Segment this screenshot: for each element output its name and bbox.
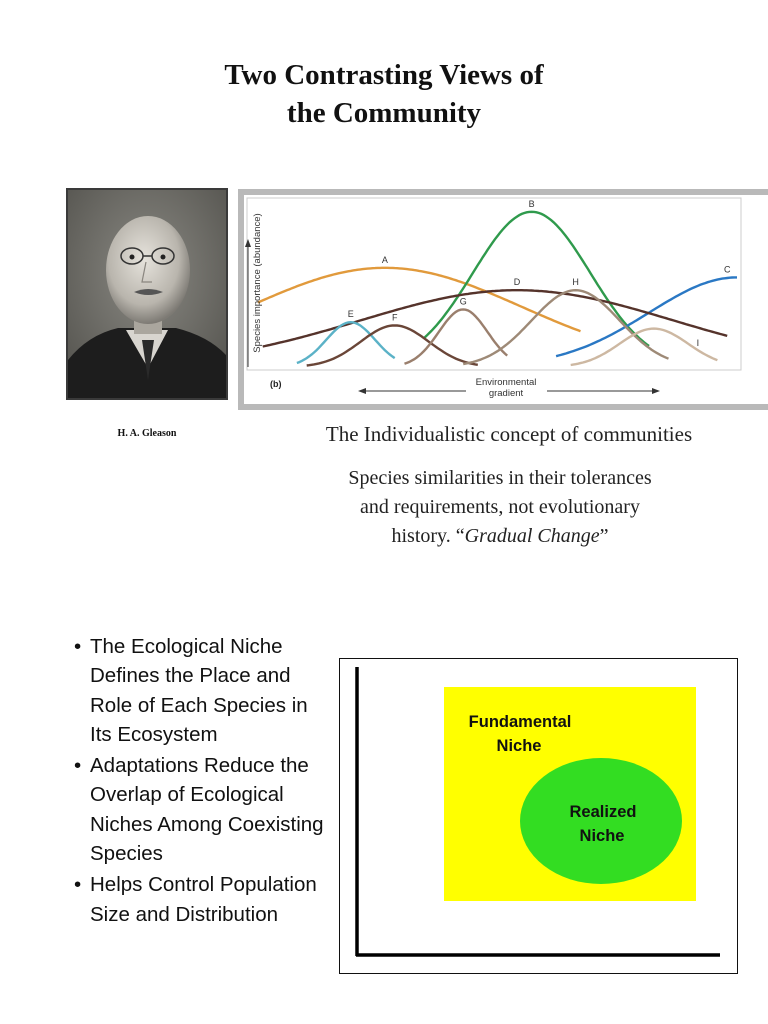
concept-heading: The Individualistic concept of communities: [325, 422, 693, 446]
description-history: history. “: [391, 525, 465, 547]
niche-bullet-list: [72, 632, 324, 931]
description-line-3: [290, 522, 710, 551]
curve-label-b: B: [528, 198, 535, 209]
chart-panel-label: (b): [270, 379, 282, 389]
curve-label-g: G: [459, 296, 467, 307]
niche-diagram: [339, 658, 738, 974]
portrait-illustration: [68, 190, 226, 398]
curve-label-i: I: [696, 338, 700, 348]
list-item: [72, 751, 324, 868]
gradient-chart-svg: [244, 195, 768, 404]
bullet-icon: •: [74, 635, 82, 658]
description-gradual-change: Gradual Change: [464, 525, 600, 547]
bullet-text: The Ecological Niche Defines the Place and Role of Each Species in Its Ecosystem: [90, 635, 308, 746]
curve-label-d: D: [513, 277, 521, 288]
curve-label-h: H: [572, 277, 579, 288]
chart-xlabel: Environmental gradient: [475, 377, 537, 399]
realized-niche-label: Realized Niche: [569, 803, 637, 845]
bullet-icon: •: [74, 754, 82, 778]
bullet-text: Adaptations Reduce the Overlap of Ecological Niches Among Coexisting Species: [90, 754, 324, 866]
title-line-1: Two Contrasting Views of: [224, 59, 544, 91]
bullet-icon: •: [74, 873, 82, 897]
list-item: [72, 632, 324, 749]
chart-ylabel: Species importance (abundance): [252, 213, 263, 353]
curve-label-a: A: [381, 254, 388, 265]
description-quote-end: ”: [599, 525, 609, 547]
curve-label-c: C: [723, 264, 731, 275]
description-line-2: and requirements, not evolutionary: [360, 496, 640, 518]
page-title: [0, 56, 768, 132]
species-gradient-chart: [238, 189, 768, 410]
portrait-caption: H. A. Gleason: [117, 428, 177, 439]
curve-label-e: E: [347, 309, 354, 320]
curve-label-f: F: [391, 312, 398, 323]
niche-diagram-svg: [340, 659, 739, 975]
concept-description: [290, 464, 710, 551]
list-item: [72, 870, 324, 929]
gleason-portrait: [66, 188, 228, 400]
realized-niche-area: [520, 758, 682, 884]
fundamental-niche-label: Fundamental Niche: [468, 713, 572, 755]
description-line-1: Species similarities in their tolerances: [348, 467, 652, 489]
bullet-text: Helps Control Population Size and Distribution: [90, 873, 317, 926]
title-line-2: the Community: [286, 97, 482, 129]
